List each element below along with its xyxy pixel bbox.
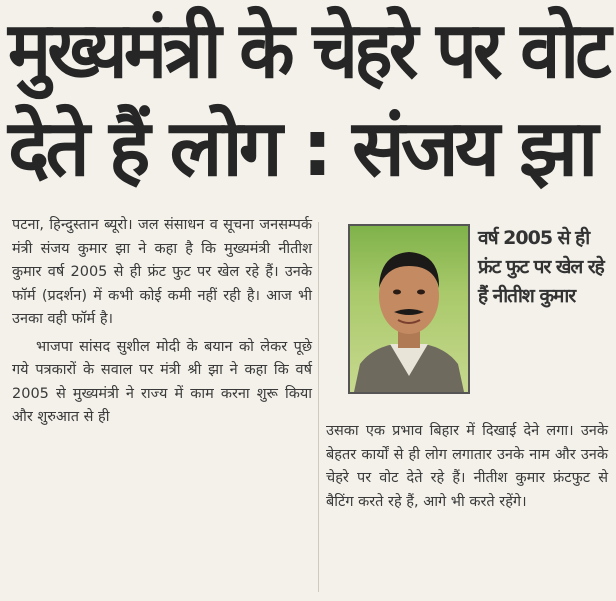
article-paragraph-2: भाजपा सांसद सुशील मोदी के बयान को लेकर पूछे गये पत्रकारों के सवाल पर मंत्री श्री झा ने कहा कि वर्ष 2005 से मुख्यमंत्री ने राज्य में काम करना शुरू किया और शुरुआत से ही	[12, 338, 312, 425]
photo-caption: वर्ष 2005 से ही फ्रंट फुट पर खेल रहे हैं नीतीश कुमार	[478, 227, 604, 307]
portrait-photo-icon	[350, 226, 468, 392]
article-paragraph-1: पटना, हिन्दुस्तान ब्यूरो। जल संसाधन व सूचना जनसम्पर्क मंत्री संजय कुमार झा ने कहा है कि मुख्यमंत्री नीतीश कुमार वर्ष 2005 से ही फ्रंट फुट पर खेल रहे हैं। उनके फॉर्म (प्रदर्शन) में कभी कोई कमी नहीं रही है। आज भी उनका वही फॉर्म है।	[12, 217, 312, 327]
headline-line-2: देते हैं लोग : संजय झा	[8, 104, 595, 194]
article-right-column	[326, 420, 608, 514]
headline-line-1: मुख्यमंत्री के चेहरे पर वोट	[8, 6, 608, 96]
article-left-column	[12, 214, 312, 596]
column-divider	[318, 222, 319, 592]
article-paragraph-3: उसका एक प्रभाव बिहार में दिखाई देने लगा। उनके बेहतर कार्यों से ही लोग लगातार उनके नाम और उनके चेहरे पर वोट देते रहे हैं। नीतीश कुमार फ्रंटफुट से बैटिंग करते रहे हैं, आगे भी करते रहेंगे।	[326, 423, 608, 510]
portrait-photo	[348, 224, 470, 394]
